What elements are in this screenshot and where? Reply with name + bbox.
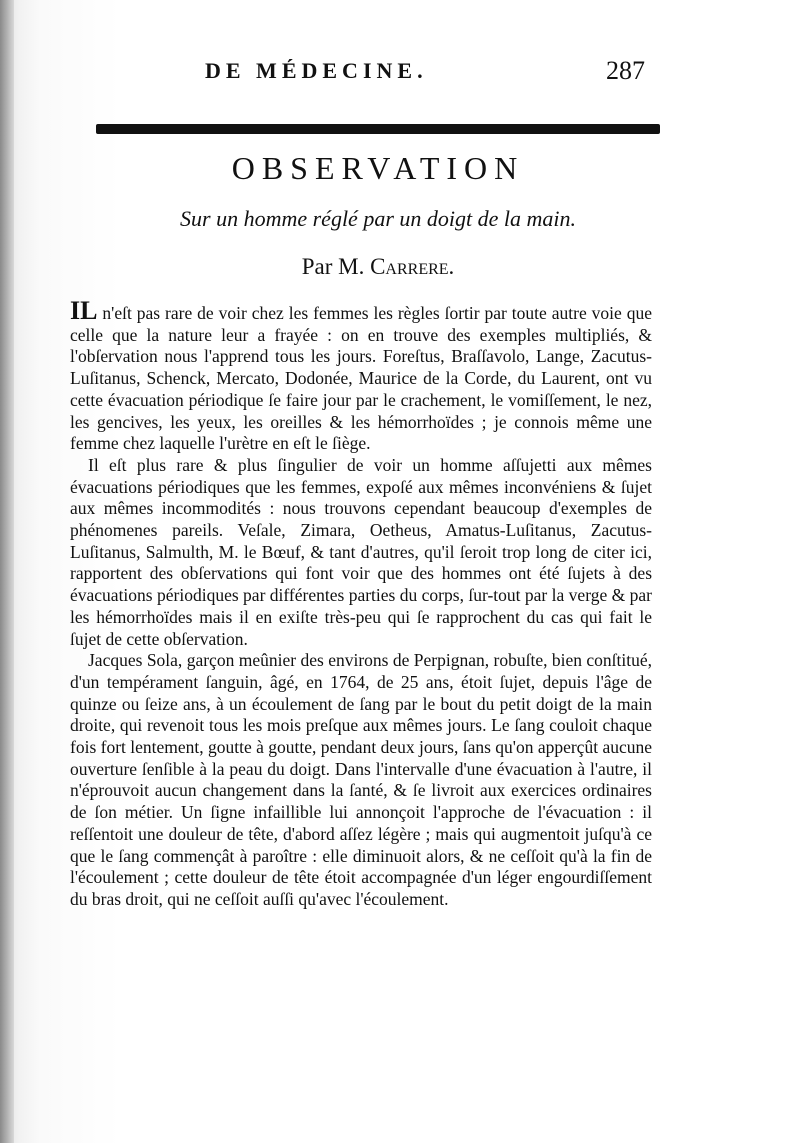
paragraph-2-text: Il eſt plus rare & plus ſingulier de voir un homme aſſujetti aux mêmes évacuations périodiques que les femmes, expoſé aux mêmes inconvéniens & ſujet aux mêmes incommodités : nous trouvons cependant beaucoup d'exemples de phénomenes pareils. Veſale, Zimara, Oetheus, Amatus-Luſitanus, Zacutus-Luſitanus, Salmulth, M. le Bœuf, & tant d'autres, qu'il ſeroit trop long de citer ici, rapportent des obſervations qui font voir que des hommes ont été ſujets à des évacuations périodiques par différentes parties du corps, ſur-tout par la verge & par les hémorrhoïdes mais il en exiſte très-peu qui ſe rapprochent du cas qui fait le ſujet de cette obſervation. (70, 454, 652, 649)
paragraph-3 (70, 650, 652, 910)
paragraph-1-text: n'eſt pas rare de voir chez les femmes les règles ſortir par toute autre voie que celle que la nature leur a frayée : on en trouve des exemples multipliés, & l'obſervation nous l'apprend tous les jours. Foreſtus, Braſſavolo, Lange, Zacutus-Luſitanus, Schenck, Mercato, Dodonée, Maurice de la Corde, du Laurent, ont vu cette évacuation périodique ſe faire jour par le crachement, le vomiſſement, le nez, les gencives, les yeux, les oreilles & les hémorrhoïdes ; je connois même une femme chez laquelle l'urètre en eſt le ſiège. (70, 303, 652, 454)
paragraph-3-text: Jacques Sola, garçon meûnier des environs de Perpignan, robuſte, bien conſtitué, d'un tempérament ſanguin, âgé, en 1764, de 25 ans, étoit ſujet, depuis l'âge de quinze ou ſeize ans, à un écoulement de ſang par le bout du petit doigt de la main droite, qui revenoit tous les mois preſque aux mêmes jours. Le ſang couloit chaque fois fort lentement, goutte à goutte, pendant deux jours, ſans qu'on apperçût aucune ouverture ſenſible à la peau du doigt. Dans l'intervalle d'une évacuation à l'autre, il n'éprouvoit aucun changement dans la ſanté, & ſe livroit aux exercices ordinaires de ſon métier. Un ſigne infaillible lui annonçoit l'approche de l'évacuation : il reſſentoit une douleur de tête, d'abord aſſez légère ; mais qui augmentoit juſqu'à ce que le ſang commençât à paroître : elle diminuoit alors, & ne ceſſoit qu'à la fin de l'écoulement ; cette douleur de tête étoit accompagnée d'un léger engourdiſſement du bras droit, qui ne ceſſoit auſſi qu'avec l'écoulement. (70, 650, 652, 909)
article-title: OBSERVATION (231, 150, 525, 186)
drop-cap: IL (70, 296, 98, 325)
page-number: 287 (606, 56, 645, 85)
author-name: Carrere. (370, 254, 455, 279)
article-author (98, 254, 658, 280)
paragraph-2 (70, 455, 652, 650)
author-prefix: Par M. (301, 254, 371, 279)
article-subtitle: Sur un homme réglé par un doigt de la main. (180, 206, 576, 231)
article-body (70, 296, 652, 911)
header-rule (96, 124, 660, 134)
running-title: DE MÉDECINE. (205, 58, 428, 83)
page-binding-shadow (0, 0, 14, 1143)
paragraph-1 (70, 296, 652, 455)
